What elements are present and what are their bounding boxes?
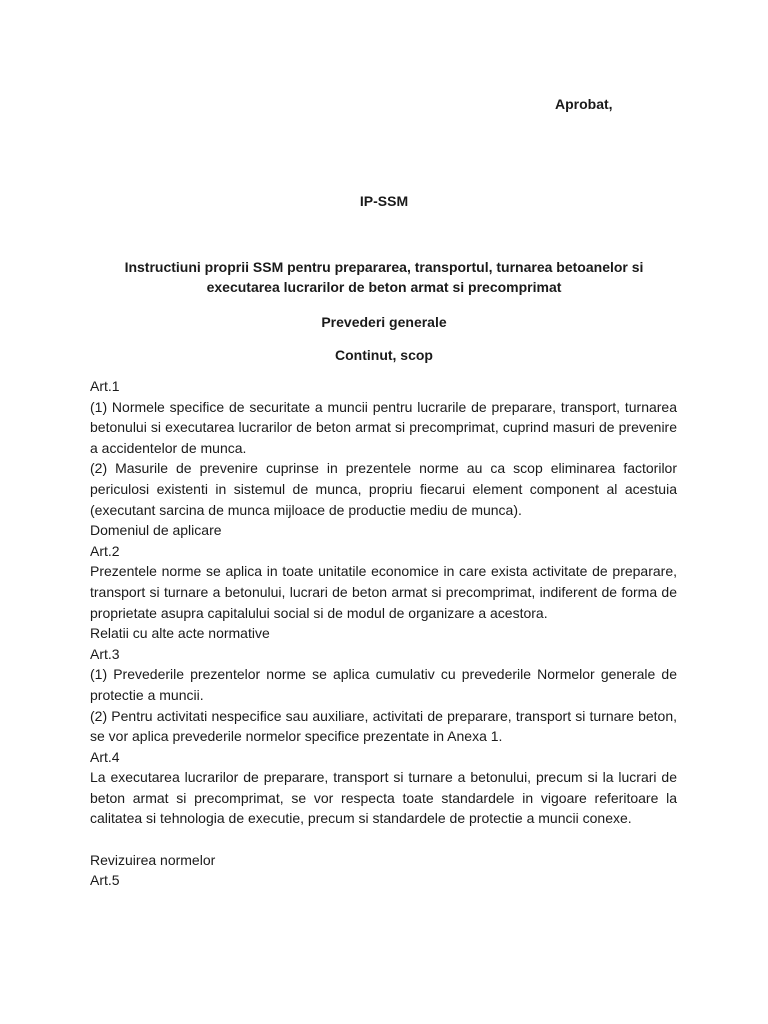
- article-heading: Art.1: [90, 378, 120, 394]
- paragraph: (1) Normele specifice de securitate a muncii pentru lucrarile de preparare, transport, turnarea betonului si executarea lucrarilor de beton armat si precomprimat, cuprind masuri de prevenire a accidentelor de munca.: [90, 398, 677, 456]
- section-heading-general: Prevederi generale: [321, 314, 447, 330]
- paragraph: Prezentele norme se aplica in toate unitatile economice in care exista activitate de preparare, transport si turnare a betonului, lucrari de beton armat si precomprimat, indiferent de forma de proprietate asupra capitalului social si de modul de organizare a acestora.: [90, 563, 677, 621]
- document-body: [90, 376, 677, 891]
- paragraph: La executarea lucrarilor de preparare, transport si turnare a betonului, precum si la lucrari de beton armat si precomprimat, se vor respecta toate standardele in vigoare referitoare la calitatea si tehnologia de executie, precum si standardele de protectie a muncii conexe.: [90, 769, 677, 827]
- article-heading: Art.4: [90, 748, 120, 765]
- paragraph: (1) Prevederile prezentelor norme se aplica cumulativ cu prevederile Normelor generale de protectie a muncii.: [90, 666, 677, 703]
- approval-label: Aprobat,: [555, 96, 613, 112]
- subsection-heading: Relatii cu alte acte normative: [90, 625, 270, 642]
- article-heading: Art.2: [90, 542, 120, 559]
- document-code: IP-SSM: [359, 193, 409, 209]
- article-heading: Art.3: [90, 645, 120, 662]
- article-heading: Art.5: [90, 872, 120, 889]
- blank-line: [90, 829, 677, 850]
- subsection-heading: Domeniul de aplicare: [90, 522, 222, 539]
- subsection-heading: Revizuirea normelor: [90, 851, 216, 868]
- paragraph: (2) Masurile de prevenire cuprinse in prezentele norme au ca scop eliminarea factorilor periculosi existenti in sistemul de munca, propriu fiecarui element component al acestuia (executant sarcina de munca mijloace de productie mediu de munca).: [90, 460, 677, 518]
- section-heading-content-scope: Continut, scop: [335, 347, 433, 363]
- document-title: Instructiuni proprii SSM pentru prepararea, transportul, turnarea betoanelor si executarea lucrarilor de beton armat si precomprimat: [124, 259, 644, 295]
- paragraph: (2) Pentru activitati nespecifice sau auxiliare, activitati de preparare, transport si turnare beton, se vor aplica prevederile normelor specifice prezentate in Anexa 1.: [90, 707, 677, 745]
